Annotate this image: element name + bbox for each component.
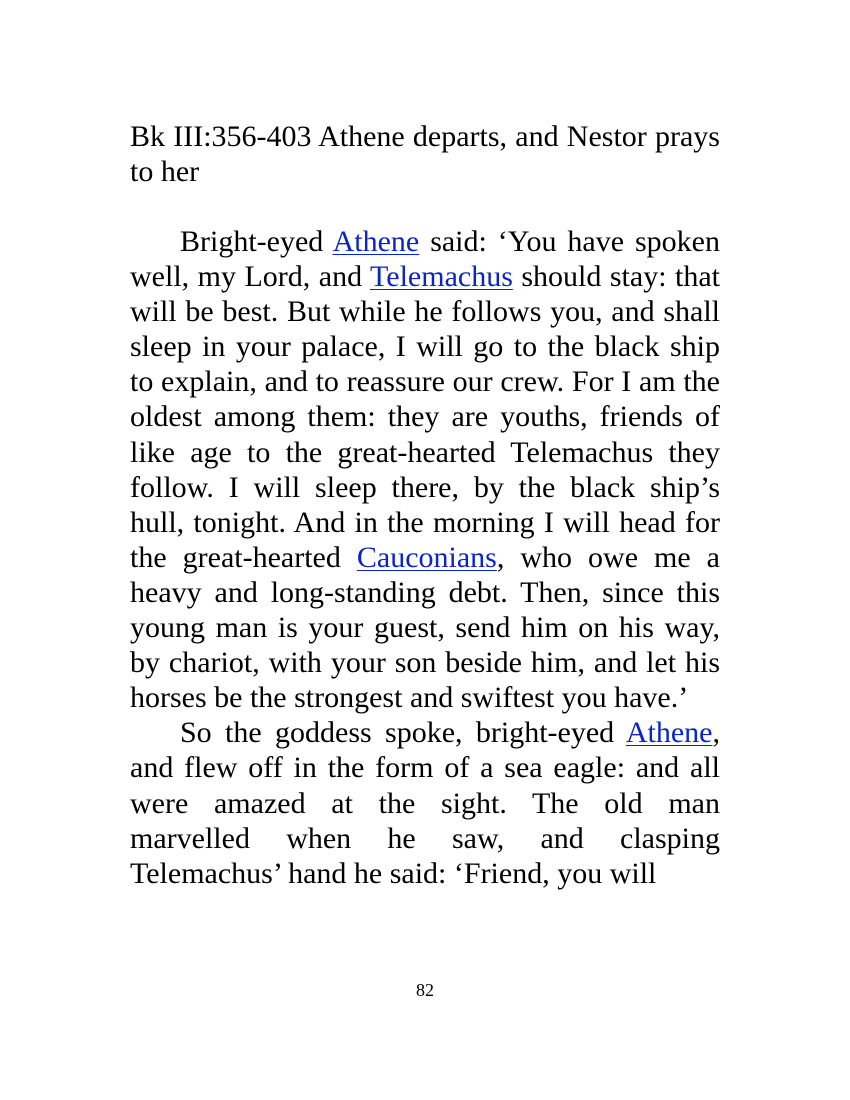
link-athene[interactable]: Athene	[332, 225, 420, 258]
link-cauconians[interactable]: Cauconians	[356, 540, 497, 574]
text-segment: should stay: that will be best. But while he follows you, and shall sleep in your palace, I will go to the black ship to explain, and to reassure our crew. For I am the oldest among them: they are youths, friends of like age to the great-hearted Telemachus they follow. I will sleep there, by the black ship’s hull, tonight. And in the morning I will head for the great-hearted	[130, 260, 720, 574]
text-segment: Bright-eyed	[180, 225, 333, 258]
page-body	[130, 119, 720, 891]
paragraph-2	[130, 715, 720, 890]
link-telemachus[interactable]: Telemachus	[370, 260, 513, 294]
section-heading: Bk III:356-403 Athene departs, and Nestor prays to her	[130, 120, 720, 188]
link-athene[interactable]: Athene	[625, 716, 713, 750]
text-segment: said: ‘You have spoken well, my Lord, and	[130, 225, 720, 294]
paragraph-1	[130, 224, 720, 715]
text-segment: So the goddess spoke, bright-eyed	[180, 716, 626, 750]
spacer	[130, 189, 720, 224]
page-number: 82	[416, 980, 434, 1000]
text-segment: , and flew off in the form of a sea eagle: and all were amazed at the sight. The old man marvelled when he saw, and clasping Telemachus’ hand he said: ‘Friend, you will	[130, 716, 720, 890]
text-segment: , who owe me a heavy and long-standing debt. Then, since this young man is your guest, send him on his way, by chariot, with your son beside him, and let his horses be the strongest and swiftest you have.’	[130, 540, 720, 715]
